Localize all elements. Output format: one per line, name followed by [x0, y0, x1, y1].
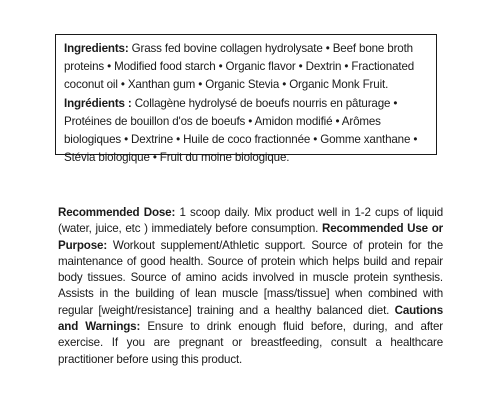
ingredients-fr-label: Ingrédients : — [64, 96, 132, 110]
recommended-dose-text: 1 scoop daily. Mix product well in 1-2 cups of liquid (water, juice, etc ) immediately before consumption. — [58, 206, 444, 236]
recommended-dose-label: Recommended Dose: — [58, 206, 176, 219]
ingredients-french — [64, 95, 430, 168]
ingredients-label: Ingredients: — [64, 42, 129, 55]
recommended-use-label: Recommended Use or Purpose: — [58, 222, 443, 252]
ingredients-box — [55, 34, 437, 165]
recommended-use-text: Workout supplement/Athletic support. Source of protein for the maintenance of good health. Source of protein which helps build and repair body tissues. Source of amino acids involved in muscle protein synthesis. Assists in the building of lean muscle [mass/tissue] when combined with regular [weight/resistance] training and a healthy balanced diet. — [58, 238, 443, 317]
ingredients-fr-text: Collagène hydrolysé de boeufs nourris en pâturage • Protéines de bouillon d'os de boeufs • Amidon modifié • Arômes biologiques • Dextrine • Huile de coco fractionnée • Gomme xanthane • Stévia biologique • Fruit du moine biologique. — [64, 96, 418, 165]
ingredients-english — [64, 40, 430, 95]
dose-and-warnings — [58, 205, 443, 368]
ingredients-text: Grass fed bovine collagen hydrolysate • Beef bone broth proteins • Modified food starch • Organic flavor • Dextrin • Fractionated coconut oil • Xanthan gum • Organic Stevia • Organic Monk Fruit. — [64, 42, 415, 92]
cautions-label: Cautions and Warnings: — [58, 303, 443, 334]
cautions-text: Ensure to drink enough fluid before, during, and after exercise. If you are pregnant or breastfeeding, consult a healthcare practitioner before using this product. — [58, 320, 443, 366]
